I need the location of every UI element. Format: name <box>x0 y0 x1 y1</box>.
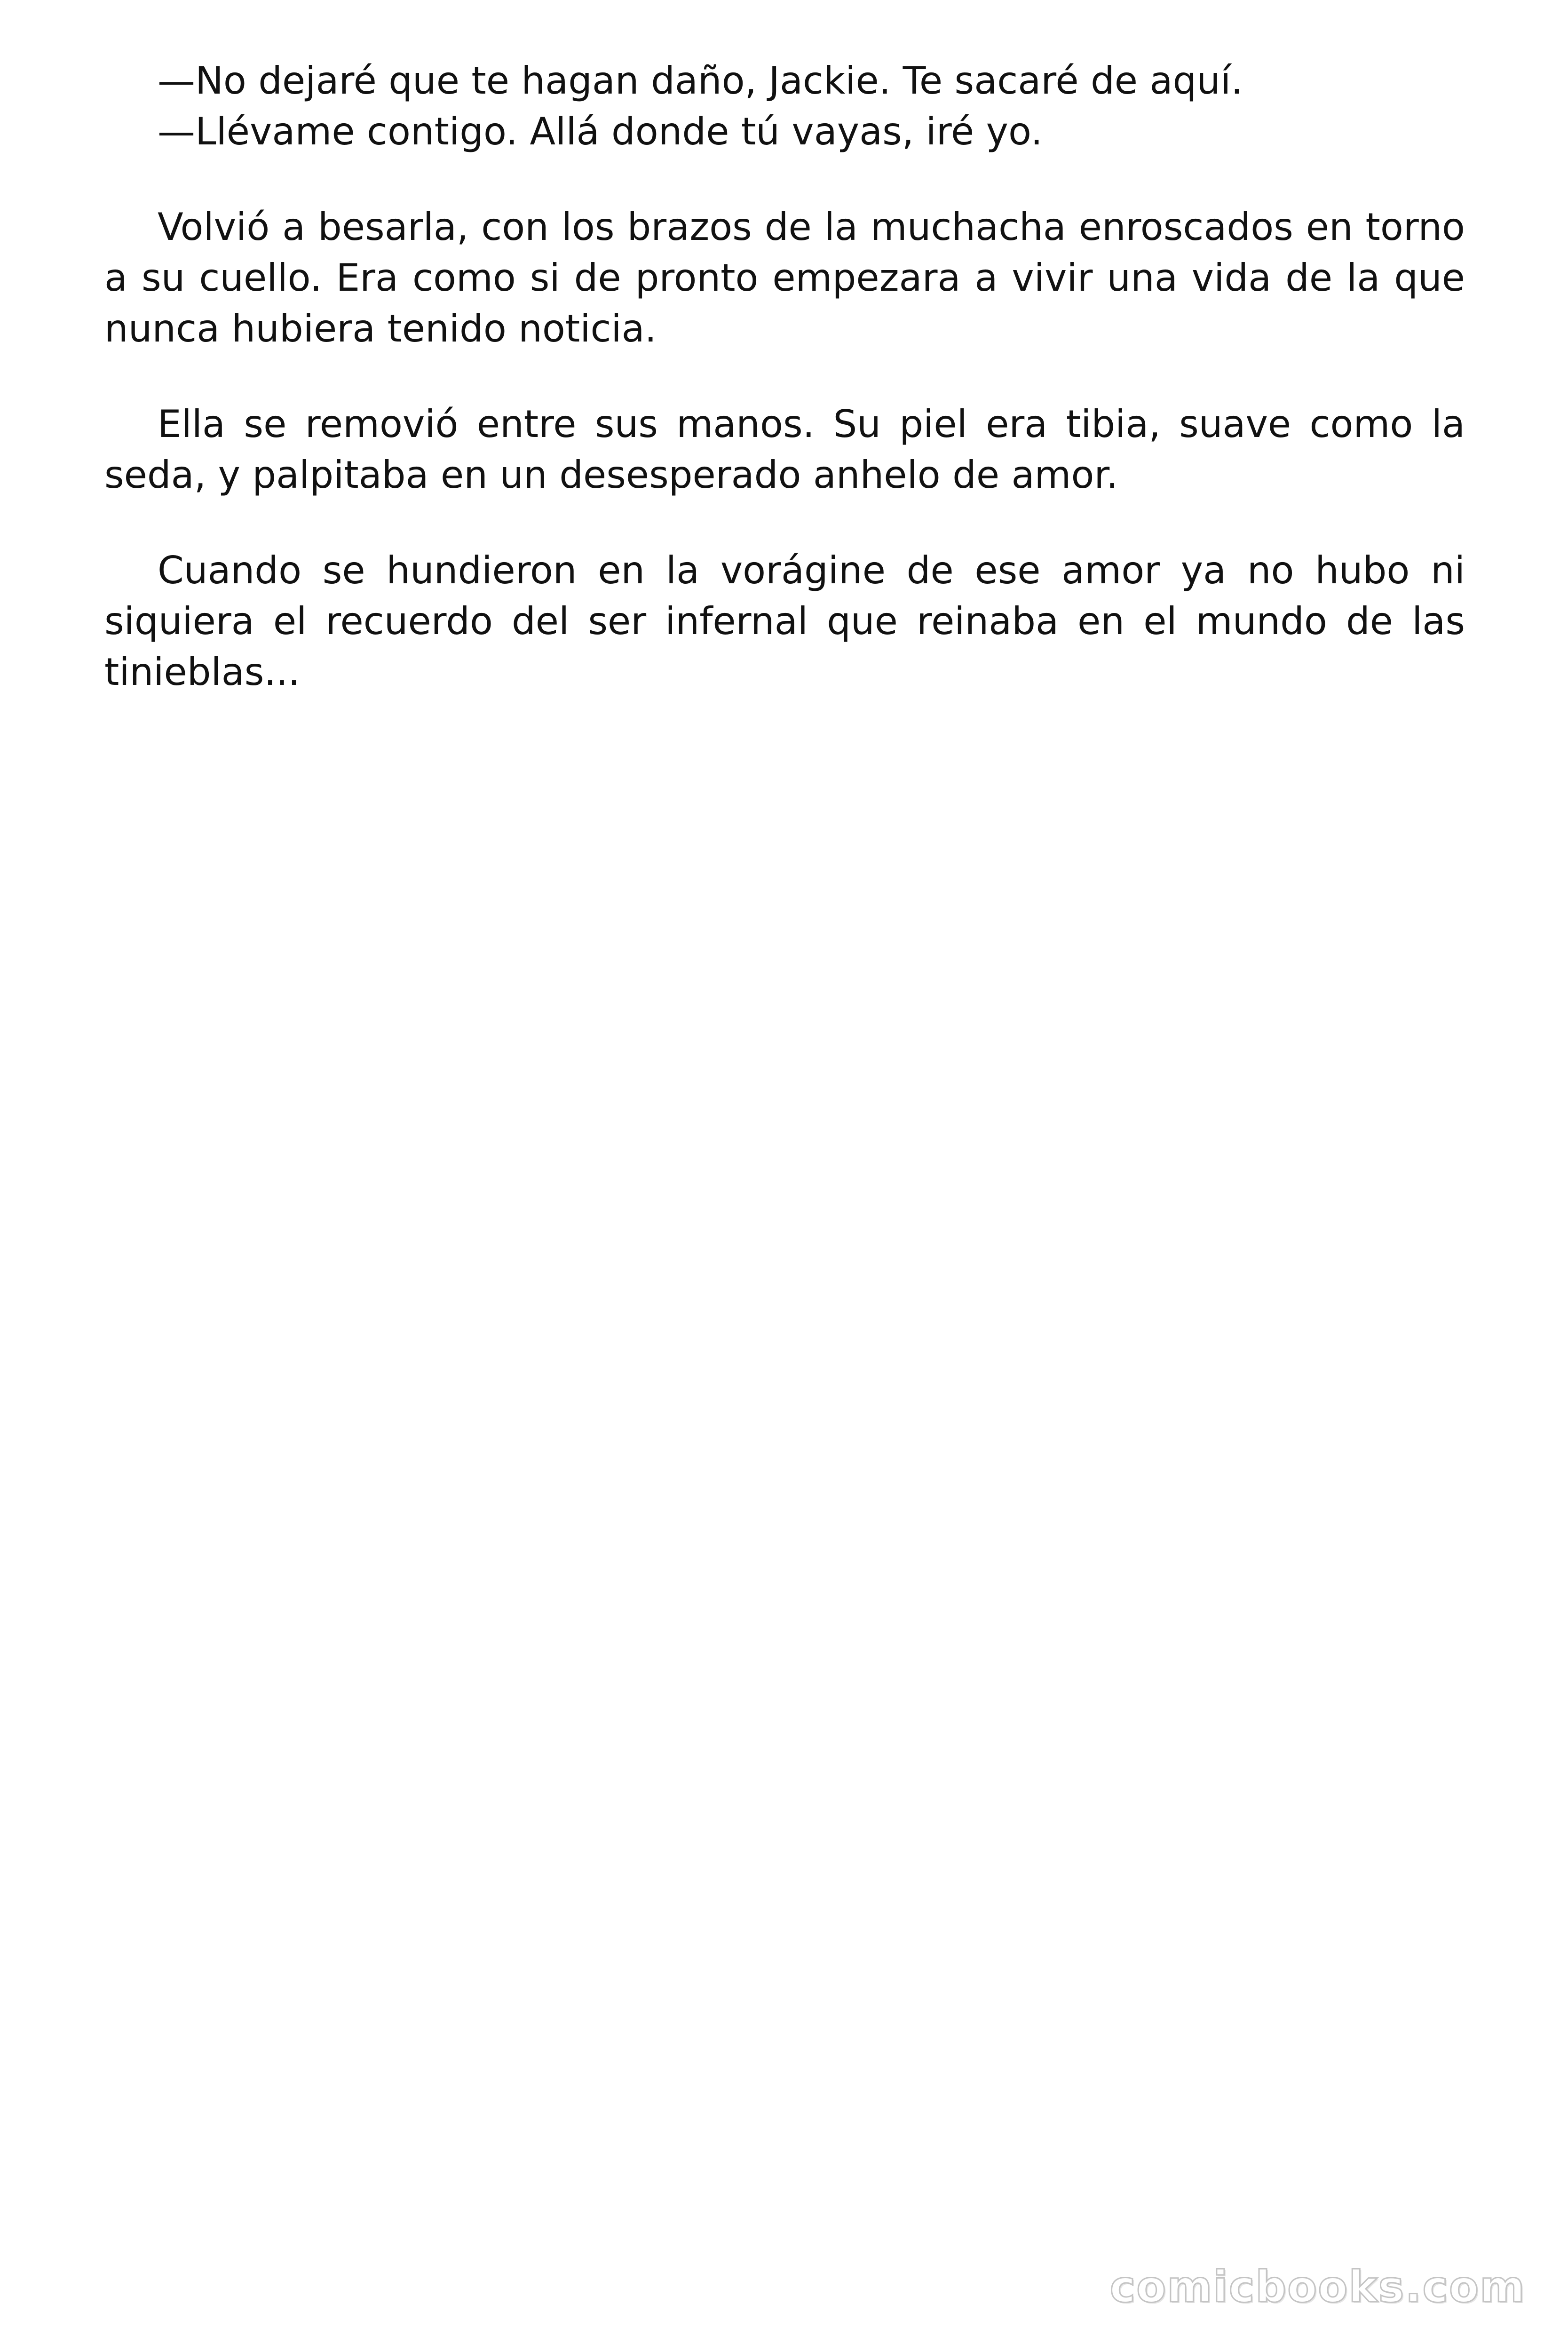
dialogue-line: —Llévame contigo. Allá donde tú vayas, iré yo. <box>158 110 1043 153</box>
paragraph: Cuando se hundieron en la vorágine de ese amor ya no hubo ni siquiera el recuerdo del ser infernal que reinaba en el mundo de las tinieblas... <box>104 548 1465 694</box>
paragraph-gap <box>104 157 1465 202</box>
paragraph: Ella se removió entre sus manos. Su piel era tibia, suave como la seda, y palpitaba en un desesperado anhelo de amor. <box>104 402 1465 497</box>
watermark: comicbooks.com <box>1109 2262 1526 2312</box>
body-text <box>104 56 1465 698</box>
paragraph-gap <box>104 354 1465 399</box>
paragraph: Volvió a besarla, con los brazos de la muchacha enroscados en torno a su cuello. Era como si de pronto empezara a vivir una vida de la que nunca hubiera tenido noticia. <box>104 205 1465 350</box>
dialogue-line: —No dejaré que te hagan daño, Jackie. Te sacaré de aquí. <box>158 59 1243 103</box>
paragraph-gap <box>104 501 1465 545</box>
